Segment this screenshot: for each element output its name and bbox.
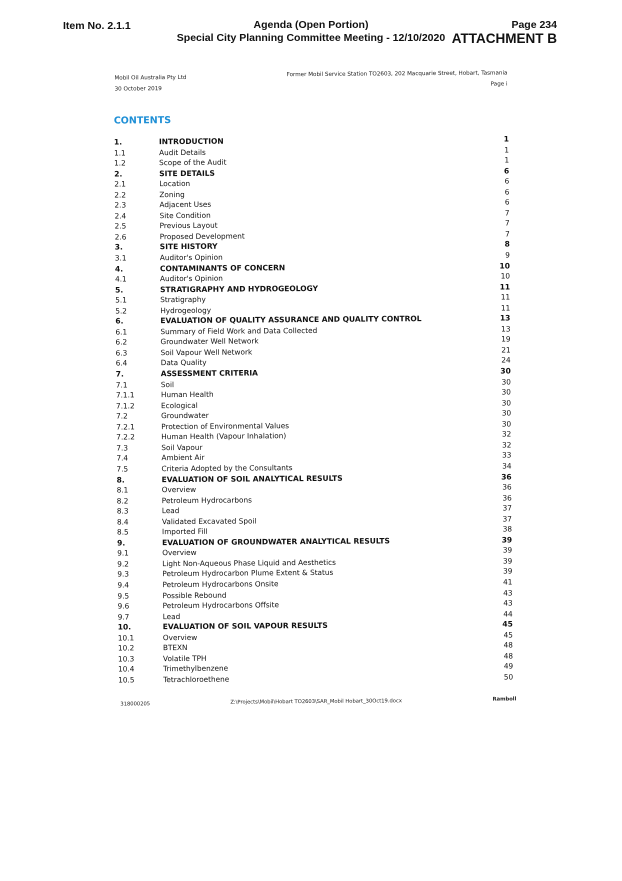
toc-entry-number: 2.4 xyxy=(114,211,127,221)
toc-entry-page: 1 xyxy=(503,134,509,144)
toc-entry-page: 11 xyxy=(500,303,511,313)
toc-entry-page: 19 xyxy=(501,334,511,344)
toc-entry-title: EVALUATION OF SOIL VAPOUR RESULTS xyxy=(162,621,328,632)
toc-entry-page: 50 xyxy=(503,672,514,682)
toc-entry-title: Soil Vapour xyxy=(161,442,203,453)
toc-entry-number: 9.6 xyxy=(117,601,130,611)
document-date: 30 October 2019 xyxy=(114,86,162,93)
toc-entry-number: 4.1 xyxy=(115,274,127,284)
toc-entry-title: Imported Fill xyxy=(161,527,208,537)
toc-entry-number: 1.2 xyxy=(114,158,126,168)
toc-entry-number: 6. xyxy=(115,316,124,326)
toc-entry-title: SITE DETAILS xyxy=(159,168,215,178)
company-name: Mobil Oil Australia Pty Ltd xyxy=(114,74,187,82)
toc-entry-page: 7 xyxy=(505,229,510,239)
toc-entry-number: 1.1 xyxy=(114,147,126,158)
toc-entry-page: 37 xyxy=(502,503,512,513)
meeting-title: Special City Planning Committee Meeting - 12/10/2020 xyxy=(176,31,446,44)
toc-entry-number: 10.1 xyxy=(117,633,135,643)
toc-entry-number: 2.1 xyxy=(114,179,126,189)
toc-entry-page: 48 xyxy=(503,651,514,661)
toc-entry-page: 39 xyxy=(502,545,513,555)
toc-entry-title: Soil xyxy=(160,379,175,389)
toc-entry-title: EVALUATION OF SOIL ANALYTICAL RESULTS xyxy=(161,473,343,484)
toc-entry-page: 6 xyxy=(504,176,510,186)
toc-entry-page: 8 xyxy=(504,239,510,249)
toc-entry-title: Previous Layout xyxy=(159,221,218,231)
toc-entry-title: Criteria Adopted by the Consultants xyxy=(161,463,293,474)
toc-entry-title: Zoning xyxy=(159,189,185,199)
toc-entry-title: Trimethylbenzene xyxy=(163,663,229,674)
toc-entry-page: 9 xyxy=(505,250,510,260)
toc-entry-number: 10. xyxy=(117,622,132,632)
toc-entry-page: 30 xyxy=(501,408,512,418)
toc-entry-number: 6.1 xyxy=(115,327,128,337)
page-number: Page 234 xyxy=(511,19,557,31)
toc-entry-title: Volatile TPH xyxy=(162,653,207,663)
toc-entry-title: Groundwater xyxy=(161,411,209,421)
toc-entry-page: 6 xyxy=(504,187,510,197)
toc-entry-page: 13 xyxy=(501,324,511,334)
toc-entry-title: Human Health (Vapour Inhalation) xyxy=(161,431,287,442)
agenda-title: Agenda (Open Portion) xyxy=(253,19,369,31)
toc-entry-title: Ambient Air xyxy=(161,453,205,463)
toc-entry-number: 3.1 xyxy=(114,253,127,263)
toc-entry-number: 2.6 xyxy=(114,232,127,242)
toc-entry-title: Audit Details xyxy=(159,147,206,157)
toc-entry-page: 39 xyxy=(503,566,513,576)
toc-entry-number: 9.1 xyxy=(117,548,129,558)
toc-entry-page: 44 xyxy=(503,609,513,619)
toc-entry-title: Auditor's Opinion xyxy=(160,273,223,284)
toc-entry-number: 9.7 xyxy=(117,612,130,622)
contents-heading: CONTENTS xyxy=(113,115,172,127)
toc-entry-page: 34 xyxy=(502,461,512,471)
toc-entry-title: Human Health xyxy=(160,389,214,400)
toc-entry-page: 32 xyxy=(501,429,512,439)
toc-entry-page: 30 xyxy=(501,398,512,408)
toc-entry-title: EVALUATION OF QUALITY ASSURANCE AND QUALITY CONTROL xyxy=(160,314,422,326)
brand-logo: Ramboll xyxy=(492,696,517,703)
toc-entry-number: 8.1 xyxy=(116,485,129,495)
table-of-contents xyxy=(114,134,513,686)
toc-entry-number: 9.4 xyxy=(117,580,130,590)
toc-entry-number: 5.1 xyxy=(115,295,127,305)
toc-entry-title: Overview xyxy=(162,632,198,642)
toc-entry-page: 43 xyxy=(503,587,513,598)
toc-entry-number: 3. xyxy=(114,242,123,252)
toc-entry-title: Scope of the Audit xyxy=(159,157,227,168)
toc-entry-number: 1. xyxy=(113,137,123,147)
toc-entry-number: 5. xyxy=(115,285,124,295)
toc-entry-title: Overview xyxy=(162,548,197,558)
document-page-label: Page i xyxy=(490,81,508,88)
toc-entry-page: 36 xyxy=(502,493,512,503)
toc-entry-page: 36 xyxy=(502,482,512,492)
toc-entry-title: SITE HISTORY xyxy=(159,242,218,252)
site-name: Former Mobil Service Station TO2603, 202 Macquarie Street, Hobart, Tasmania xyxy=(286,70,508,79)
toc-entry-number: 8.5 xyxy=(116,527,129,537)
toc-entry-page: 45 xyxy=(503,630,513,640)
toc-entry-number: 2. xyxy=(114,169,123,179)
toc-entry-page: 39 xyxy=(501,535,513,545)
toc-entry-number: 10.4 xyxy=(118,664,135,674)
toc-entry-title: Lead xyxy=(161,506,180,516)
toc-entry-title: Petroleum Hydrocarbons xyxy=(161,495,252,505)
toc-entry-number: 10.3 xyxy=(117,654,135,664)
toc-entry-title: STRATIGRAPHY AND HYDROGEOLOGY xyxy=(160,283,319,294)
toc-entry-page: 32 xyxy=(502,440,512,450)
toc-entry-title: Stratigraphy xyxy=(160,295,206,305)
toc-entry-page: 11 xyxy=(500,292,511,302)
toc-entry-page: 39 xyxy=(502,556,513,566)
toc-entry-page: 33 xyxy=(502,450,512,460)
toc-entry-page: 37 xyxy=(502,514,512,524)
toc-entry-number: 7.1 xyxy=(115,380,128,390)
toc-entry-page: 30 xyxy=(501,377,511,387)
toc-entry-title: ASSESSMENT CRITERIA xyxy=(160,368,258,379)
toc-entry-number: 7.1.2 xyxy=(116,401,135,411)
toc-entry-title: Auditor's Opinion xyxy=(159,252,223,263)
toc-entry-page: 10 xyxy=(500,271,511,281)
toc-entry-title: Ecological xyxy=(161,400,198,410)
toc-entry-number: 8.3 xyxy=(116,506,129,516)
toc-entry-page: 41 xyxy=(503,577,513,587)
toc-entry-number: 7.2 xyxy=(116,411,128,421)
toc-entry-page: 43 xyxy=(503,598,513,608)
toc-entry-page: 13 xyxy=(499,313,511,323)
toc-entry-page: 45 xyxy=(502,619,513,629)
toc-entry-number: 10.2 xyxy=(117,643,135,653)
toc-entry-number: 7.1.1 xyxy=(115,390,135,400)
toc-entry-title: CONTAMINANTS OF CONCERN xyxy=(159,262,286,273)
toc-entry-number: 8.4 xyxy=(116,517,129,527)
toc-entry-title: Petroleum Hydrocarbons Offsite xyxy=(162,600,280,611)
project-code: 318000205 xyxy=(120,701,151,708)
toc-entry-title: EVALUATION OF GROUNDWATER ANALYTICAL RESULTS xyxy=(162,536,390,547)
toc-entry-page: 30 xyxy=(501,419,512,429)
toc-entry-title: Soil Vapour Well Network xyxy=(160,347,253,358)
toc-entry-title: Petroleum Hydrocarbons Onsite xyxy=(162,579,279,590)
toc-entry-page: 49 xyxy=(503,661,514,671)
toc-entry-number: 2.5 xyxy=(114,221,127,231)
toc-entry-number: 2.2 xyxy=(114,190,127,200)
file-path: Z:\Projects\Mobil\Hobart TO2603\SAR_Mobil Hobart_30Oct19.docx xyxy=(230,698,402,706)
toc-entry-title: Summary of Field Work and Data Collected xyxy=(160,325,318,337)
toc-entry-title: BTEXN xyxy=(162,643,188,653)
toc-entry-title: Lead xyxy=(162,611,181,621)
toc-entry-page: 21 xyxy=(501,345,511,355)
item-number: Item No. 2.1.1 xyxy=(63,20,131,32)
toc-entry-number: 7.2.2 xyxy=(116,432,135,442)
toc-entry-page: 6 xyxy=(503,166,510,176)
toc-entry-title: Petroleum Hydrocarbon Plume Extent & Status xyxy=(162,568,334,579)
toc-entry-number: 9.3 xyxy=(117,569,130,579)
toc-entry-page: 6 xyxy=(504,197,510,207)
toc-entry-title: Overview xyxy=(161,484,197,495)
toc-entry-title: Data Quality xyxy=(160,358,207,368)
toc-entry-number: 7.5 xyxy=(116,464,129,474)
toc-entry-page: 7 xyxy=(504,218,510,228)
toc-entry-title: Validated Excavated Spoil xyxy=(161,516,257,526)
toc-entry-title: Light Non-Aqueous Phase Liquid and Aesthetics xyxy=(162,557,336,569)
toc-entry-page: 11 xyxy=(499,282,511,292)
toc-entry-number: 6.3 xyxy=(115,348,128,358)
attachment-label: ATTACHMENT B xyxy=(451,31,557,46)
toc-entry-number: 8. xyxy=(116,474,125,485)
toc-entry-title: Site Condition xyxy=(159,210,211,221)
toc-entry-page: 48 xyxy=(503,640,513,650)
toc-entry-number: 6.2 xyxy=(115,337,128,347)
toc-entry-number: 9.2 xyxy=(117,559,129,569)
toc-entry-number: 8.2 xyxy=(116,496,129,506)
toc-entry xyxy=(118,672,513,686)
toc-entry-title: Proposed Development xyxy=(159,231,245,242)
toc-entry-page: 10 xyxy=(499,260,510,271)
toc-entry-page: 38 xyxy=(502,524,513,534)
toc-entry-page: 30 xyxy=(500,366,511,376)
toc-entry-number: 9.5 xyxy=(117,590,130,601)
toc-entry-number: 10.5 xyxy=(118,675,135,685)
toc-entry-page: 7 xyxy=(504,208,510,218)
toc-entry-page: 1 xyxy=(504,155,510,165)
toc-entry-number: 2.3 xyxy=(114,200,127,210)
toc-entry-title: Possible Rebound xyxy=(162,590,227,600)
toc-entry-title: Tetrachloroethene xyxy=(163,674,230,685)
toc-entry-page: 30 xyxy=(501,387,511,397)
toc-entry-title: INTRODUCTION xyxy=(158,136,224,147)
toc-entry-title: Protection of Environmental Values xyxy=(161,420,290,431)
toc-entry-number: 7. xyxy=(115,369,124,379)
toc-entry-page: 36 xyxy=(501,471,512,482)
toc-entry-number: 7.2.1 xyxy=(116,422,135,432)
toc-entry-title: Location xyxy=(159,179,191,189)
toc-entry-title: Hydrogeology xyxy=(160,305,212,315)
toc-entry-number: 7.3 xyxy=(116,443,129,453)
toc-entry-page: 24 xyxy=(501,355,511,365)
toc-entry-number: 7.4 xyxy=(116,453,129,463)
toc-entry-title: Groundwater Well Network xyxy=(160,336,259,347)
toc-entry-number: 5.2 xyxy=(115,306,127,316)
toc-entry-title: Adjacent Uses xyxy=(159,200,212,210)
toc-entry-number: 6.4 xyxy=(115,358,128,369)
toc-entry-number: 4. xyxy=(114,264,124,274)
toc-entry-page: 1 xyxy=(504,144,510,155)
toc-entry-number: 9. xyxy=(117,538,126,548)
